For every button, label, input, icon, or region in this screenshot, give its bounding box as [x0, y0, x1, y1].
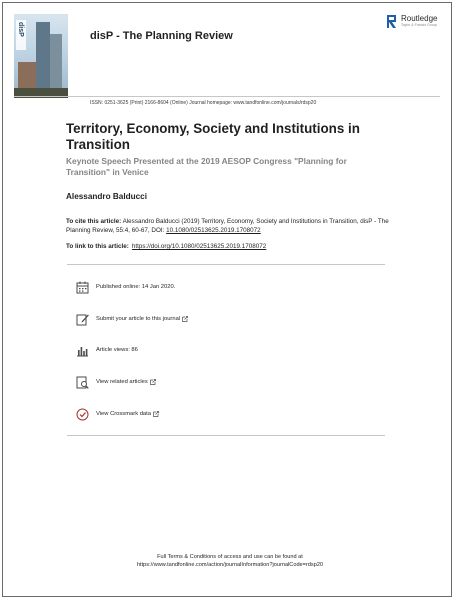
published-row [76, 279, 175, 295]
article-link-line [66, 243, 266, 250]
bar-chart-icon [76, 344, 89, 357]
article-author: Alessandro Balducci [66, 192, 147, 201]
edit-icon [76, 313, 89, 326]
document-search-icon [76, 376, 89, 389]
submit-article-link[interactable]: Submit your article to this journal [96, 316, 181, 322]
related-articles-row[interactable] [76, 374, 156, 390]
link-label: To link to this article: [66, 243, 129, 250]
publisher-subtitle: Taylor & Francis Group [401, 23, 437, 27]
article-subtitle: Keynote Speech Presented at the 2019 AESOP Congress "Planning for Transition" in Venice [66, 156, 347, 177]
issn-line: ISSN: 0251-3625 (Print) 2166-8604 (Online) Journal homepage: www.tandfonline.com/journals/rdsp20 [90, 100, 317, 106]
citation-label: To cite this article: [66, 218, 122, 225]
publisher-name: Routledge [401, 14, 438, 23]
journal-title: disP - The Planning Review [90, 30, 233, 42]
article-info-box [67, 264, 385, 436]
article-title: Territory, Economy, Society and Institutions in Transition [66, 121, 360, 152]
article-views-row [76, 342, 138, 358]
cover-logo-text: disP [17, 22, 24, 37]
routledge-mark-icon [385, 14, 398, 29]
crossmark-row[interactable] [76, 406, 159, 422]
terms-url[interactable]: https://www.tandfonline.com/action/journalInformation?journalCode=rdsp20 [136, 562, 324, 568]
calendar-icon [76, 281, 89, 294]
publisher-logo [385, 14, 437, 29]
crossmark-icon [76, 408, 89, 421]
citation-block [66, 218, 396, 235]
external-link-icon [182, 316, 188, 322]
external-link-icon [153, 411, 159, 417]
terms-text: Full Terms & Conditions of access and use can be found at [157, 554, 303, 560]
article-doi-url[interactable]: https://doi.org/10.1080/02513625.2019.1708072 [131, 243, 267, 250]
journal-cover-image [14, 14, 68, 98]
article-views: Article views: 86 [96, 347, 138, 353]
crossmark-link[interactable]: View Crossmark data [96, 411, 151, 417]
external-link-icon [150, 379, 156, 385]
related-articles-link[interactable]: View related articles [96, 379, 148, 385]
terms-footer [80, 553, 380, 569]
published-date: Published online: 14 Jan 2020. [96, 284, 176, 290]
submit-article-row[interactable] [76, 311, 188, 327]
citation-doi-link[interactable]: 10.1080/02513625.2019.1708072 [166, 226, 261, 234]
header-divider [14, 96, 440, 97]
citation-text: Alessandro Balducci (2019) Territory, Economy, Society and Institutions in Transition, disP - The Planning Review, 55:4, 60-67, DOI: [66, 218, 389, 234]
